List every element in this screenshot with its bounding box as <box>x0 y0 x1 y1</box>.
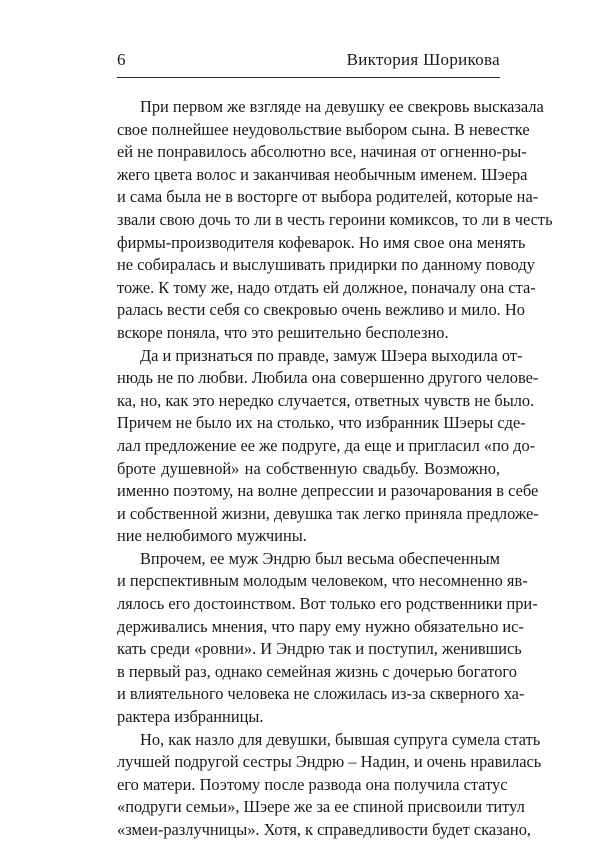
text-line: Да и признаться по правде, замуж Шэера выходила от- <box>140 345 523 365</box>
text-line: броте душевной» на собственную свадьбу. Возможно, <box>117 458 500 478</box>
text-line: «змеи-разлучницы». Хотя, к справедливости будет сказано, <box>117 820 531 839</box>
text-line: в первый раз, однако семейная жизнь с дочерью богатого <box>117 661 517 681</box>
text-line: фирмы-производителя кофеварок. Но имя свое она менять <box>117 232 526 252</box>
body-text <box>117 96 553 842</box>
text-line: свое полнейшее неудовольствие выбором сына. В невестке <box>117 119 530 139</box>
text-line: держивались мнения, что пару ему нужно обязательно ис- <box>117 616 524 636</box>
text-line: ей не понравилось абсолютно все, начиная от огненно-ры- <box>117 142 527 162</box>
text-line: лялось его достоинством. Вот только его родственники при- <box>117 594 538 614</box>
page-number: 6 <box>117 50 126 69</box>
text-line: Впрочем, ее муж Эндрю был весьма обеспеченным <box>140 548 500 568</box>
text-line: Но, как назло для девушки, бывшая супруга сумела стать <box>140 729 541 749</box>
text-line: вскоре поняла, что это решительно бесполезно. <box>117 322 449 342</box>
text-line: звали свою дочь то ли в честь героини комиксов, то ли в честь <box>117 209 553 229</box>
text-line: именно поэтому, на волне депрессии и разочарования в себе <box>117 481 539 501</box>
text-line: нюдь не по любви. Любила она совершенно другого челове- <box>117 368 539 388</box>
text-line: лал предложение ее же подруге, да еще и пригласил «по до- <box>117 435 536 455</box>
text-line: его матери. Поэтому после развода она получила статус <box>117 774 508 794</box>
running-head <box>117 48 500 72</box>
text-line: и влиятельного человека не сложилась из-за скверного ха- <box>117 684 525 704</box>
text-line: не собиралась и выслушивать придирки по данному поводу <box>117 255 535 275</box>
text-line: ние нелюбимого мужчины. <box>117 526 307 546</box>
text-line: и перспективным молодым человеком, что несомненно яв- <box>117 571 528 591</box>
running-title: Виктория Шорикова <box>346 50 500 69</box>
text-line: «подруги семьи», Шэере же за ее спиной присвоили титул <box>117 797 525 817</box>
text-line: рактера избранницы. <box>117 707 264 727</box>
text-line: кать среди «ровни». И Эндрю так и поступил, женившись <box>117 639 522 659</box>
text-line: лучшей подругой сестры Эндрю – Надин, и очень нравилась <box>117 752 542 772</box>
text-line: Причем не было их на столько, что избранник Шэеры сде- <box>117 413 526 433</box>
text-line: и сама была не в восторге от выбора родителей, которые на- <box>117 187 539 207</box>
text-line: и собственной жизни, девушка так легко приняла предложе- <box>117 503 539 523</box>
text-line: ралась вести себя со свекровью очень вежливо и мило. Но <box>117 300 525 320</box>
text-line: ка, но, как это нередко случается, ответных чувств не было. <box>117 390 535 410</box>
text-line: При первом же взгляде на девушку ее свекровь высказала <box>140 97 544 116</box>
header-rule <box>117 77 500 78</box>
text-line: жего цвета волос и заканчивая необычным именем. Шэера <box>117 164 528 184</box>
text-line: тоже. К тому же, надо отдать ей должное, поначалу она ста- <box>117 277 536 297</box>
